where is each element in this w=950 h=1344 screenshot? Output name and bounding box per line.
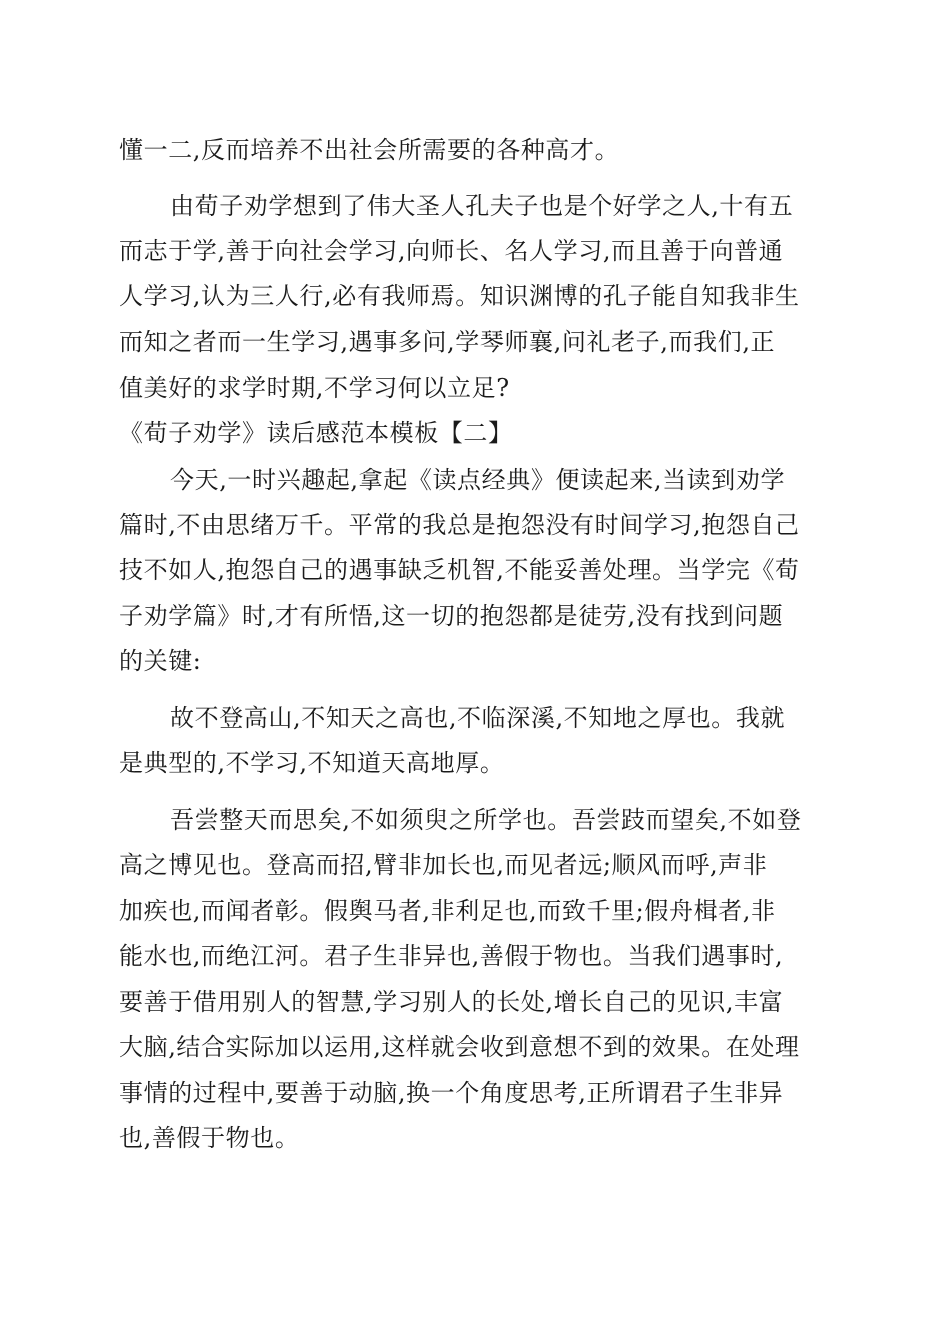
paragraph-line: 也,善假于物也。 [119, 1124, 300, 1152]
paragraph-line: 能水也,而绝江河。君子生非异也,善假于物也。当我们遇事时, [119, 942, 784, 970]
paragraph-line: 吾尝整天而思矣,不如须臾之所学也。吾尝跂而望矣,不如登 [170, 806, 802, 834]
paragraph-line: 故不登高山,不知天之高也,不临深溪,不知地之厚也。我就 [170, 704, 786, 732]
paragraph-line: 的关键: [119, 647, 202, 675]
paragraph-line: 值美好的求学时期,不学习何以立足? [119, 374, 510, 402]
paragraph-line: 是典型的,不学习,不知道天高地厚。 [119, 749, 505, 777]
paragraph-line: 懂一二,反而培养不出社会所需要的各种高才。 [119, 136, 620, 164]
paragraph-line: 子劝学篇》时,才有所悟,这一切的抱怨都是徒劳,没有找到问题 [119, 602, 784, 630]
paragraph-line: 而知之者而一生学习,遇事多问,学琴师襄,问礼老子,而我们,正 [119, 328, 776, 356]
paragraph-line: 要善于借用别人的智慧,学习别人的长处,增长自己的见识,丰富 [119, 988, 784, 1016]
paragraph-line: 大脑,结合实际加以运用,这样就会收到意想不到的效果。在处理 [119, 1033, 800, 1061]
paragraph-line: 高之博见也。登高而招,臂非加长也,而见者远;顺风而呼,声非 [119, 851, 768, 879]
paragraph-line: 篇时,不由思绪万千。平常的我总是抱怨没有时间学习,抱怨自己 [119, 511, 800, 539]
paragraph-line: 事情的过程中,要善于动脑,换一个角度思考,正所谓君子生非异 [119, 1079, 784, 1107]
paragraph-line: 由荀子劝学想到了伟大圣人孔夫子也是个好学之人,十有五 [170, 192, 794, 220]
paragraph-line: 今天,一时兴趣起,拿起《读点经典》便读起来,当读到劝学 [170, 466, 786, 494]
paragraph-line: 而志于学,善于向社会学习,向师长、名人学习,而且善于向普通 [119, 237, 784, 265]
paragraph-line: 人学习,认为三人行,必有我师焉。知识渊博的孔子能自知我非生 [119, 282, 800, 310]
paragraph-line: 技不如人,抱怨自己的遇事缺乏机智,不能妥善处理。当学完《荀 [119, 556, 800, 584]
paragraph-line: 加疾也,而闻者彰。假舆马者,非利足也,而致千里;假舟楫者,非 [119, 897, 776, 925]
section-heading: 《荀子劝学》读后感范本模板【二】 [119, 419, 513, 447]
